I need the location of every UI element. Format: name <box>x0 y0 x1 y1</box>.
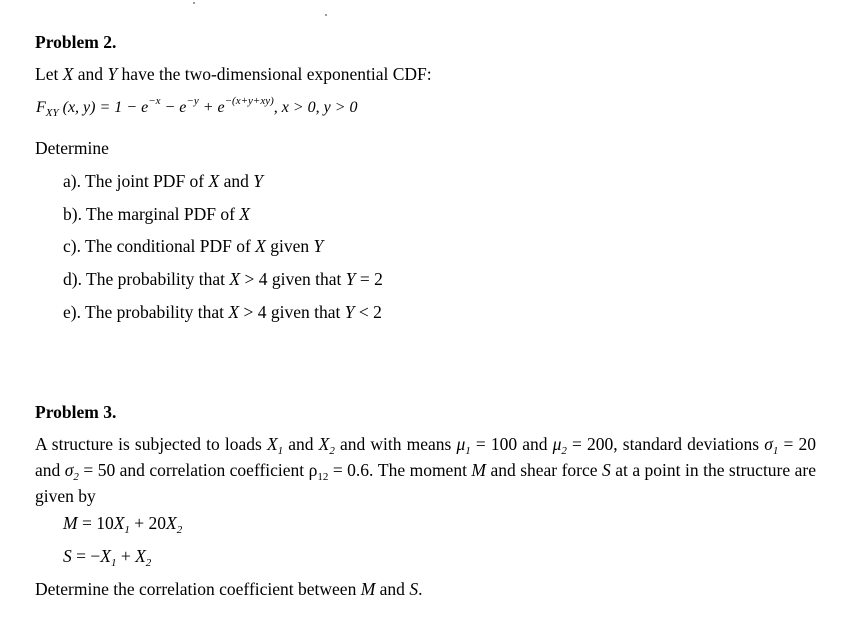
statement-text: and shear force <box>485 460 602 480</box>
cdf-exponent: −x <box>148 95 161 107</box>
var-m: M <box>360 579 376 599</box>
part-var: Y <box>344 302 355 322</box>
cdf-exponent: −(x+y+xy) <box>224 95 274 107</box>
eq-var: X <box>135 546 146 566</box>
cdf-lhs-sub: XY <box>45 107 59 119</box>
eq-term: = − <box>71 546 101 566</box>
subscript: 1 <box>124 524 130 536</box>
var-y: Y <box>107 64 118 84</box>
sigma2: σ <box>64 460 74 480</box>
subscript: 2 <box>73 471 79 483</box>
intro-text: have the two-dimensional exponential CDF: <box>117 64 432 84</box>
part-text: given <box>265 236 314 256</box>
eq-var: X <box>166 513 177 533</box>
statement-text: and <box>283 434 319 454</box>
cdf-exponent: −y <box>186 95 199 107</box>
mu2: μ <box>552 434 562 454</box>
part-text: b). The marginal PDF of <box>63 204 240 224</box>
cdf-condition: , x > 0, y > 0 <box>273 99 358 116</box>
var-x1: X <box>266 434 278 454</box>
subscript: 1 <box>277 445 284 457</box>
eq-lhs: M <box>63 513 78 533</box>
part-text: and <box>219 171 254 191</box>
var-s: S <box>602 460 611 480</box>
part-var: Y <box>345 269 356 289</box>
subscript: 12 <box>317 471 329 483</box>
var-x2: X <box>318 434 330 454</box>
part-c <box>63 235 323 257</box>
statement-text: at a point in the structure are given by <box>35 460 816 506</box>
scan-artifact-dot <box>325 14 327 16</box>
intro-text: Let <box>35 64 63 84</box>
subscript: 1 <box>110 557 117 569</box>
part-text: c). The conditional PDF of <box>63 236 256 256</box>
part-var: Y <box>313 236 324 256</box>
part-a <box>63 170 263 192</box>
part-var: X <box>255 236 266 256</box>
problem2-determine: Determine <box>35 138 109 158</box>
part-text: > 4 given that <box>239 302 345 322</box>
question-text: Determine the correlation coefficient between <box>35 579 361 599</box>
problem3-title: Problem 3. <box>35 402 117 422</box>
statement-text: = 200, standard deviations <box>566 434 765 454</box>
eq-var: X <box>113 513 125 533</box>
statement-text: A structure is subjected to loads <box>35 434 267 454</box>
subscript: 1 <box>465 445 471 457</box>
part-text: a). The joint PDF of <box>63 171 209 191</box>
var-s: S <box>409 579 419 599</box>
part-text: > 4 given that <box>240 269 346 289</box>
subscript: 1 <box>772 445 779 457</box>
scan-artifact-dot <box>193 2 195 4</box>
statement-text: = 20 and <box>35 434 816 480</box>
intro-text: and <box>73 64 108 84</box>
part-var: Y <box>253 171 263 191</box>
statement-text: = 0.6. The moment <box>328 460 472 480</box>
var-x: X <box>62 64 74 84</box>
part-var: X <box>229 269 241 289</box>
subscript: 2 <box>561 445 567 457</box>
eq-var: X <box>100 546 111 566</box>
part-text: d). The probability that <box>63 269 230 289</box>
part-b <box>63 203 250 225</box>
mu1: μ <box>456 434 466 454</box>
statement-text: = 100 and <box>470 434 553 454</box>
part-var: X <box>228 302 240 322</box>
question-text: and <box>375 579 410 599</box>
subscript: 2 <box>145 557 152 569</box>
var-m: M <box>471 460 486 480</box>
part-e <box>63 301 382 323</box>
eq-term: + 20 <box>129 513 167 533</box>
statement-text: and with means <box>334 434 457 454</box>
part-text: e). The probability that <box>63 302 229 322</box>
part-text: = 2 <box>355 269 383 289</box>
problem3-statement <box>35 433 816 508</box>
subscript: 2 <box>176 524 183 536</box>
part-var: X <box>208 171 220 191</box>
equation-s <box>63 545 151 570</box>
eq-term: = 10 <box>77 513 114 533</box>
cdf-lhs: F <box>36 99 46 116</box>
problem2-title: Problem 2. <box>35 32 117 52</box>
problem3-question <box>35 578 422 600</box>
part-text: < 2 <box>354 302 382 322</box>
eq-term: + <box>116 546 136 566</box>
sigma1: σ <box>764 434 773 454</box>
subscript: 2 <box>329 445 335 457</box>
part-d <box>63 268 383 290</box>
part-var: X <box>239 204 250 224</box>
cdf-term: − e <box>160 99 187 116</box>
cdf-term: (x, y) = 1 − e <box>58 99 149 116</box>
equation-m <box>63 512 182 537</box>
question-text: . <box>418 579 423 599</box>
cdf-term: + e <box>198 99 225 116</box>
cdf-equation <box>36 97 358 120</box>
statement-text: = 50 and correlation coefficient ρ <box>78 460 318 480</box>
eq-lhs: S <box>63 546 72 566</box>
problem2-intro <box>35 63 432 85</box>
